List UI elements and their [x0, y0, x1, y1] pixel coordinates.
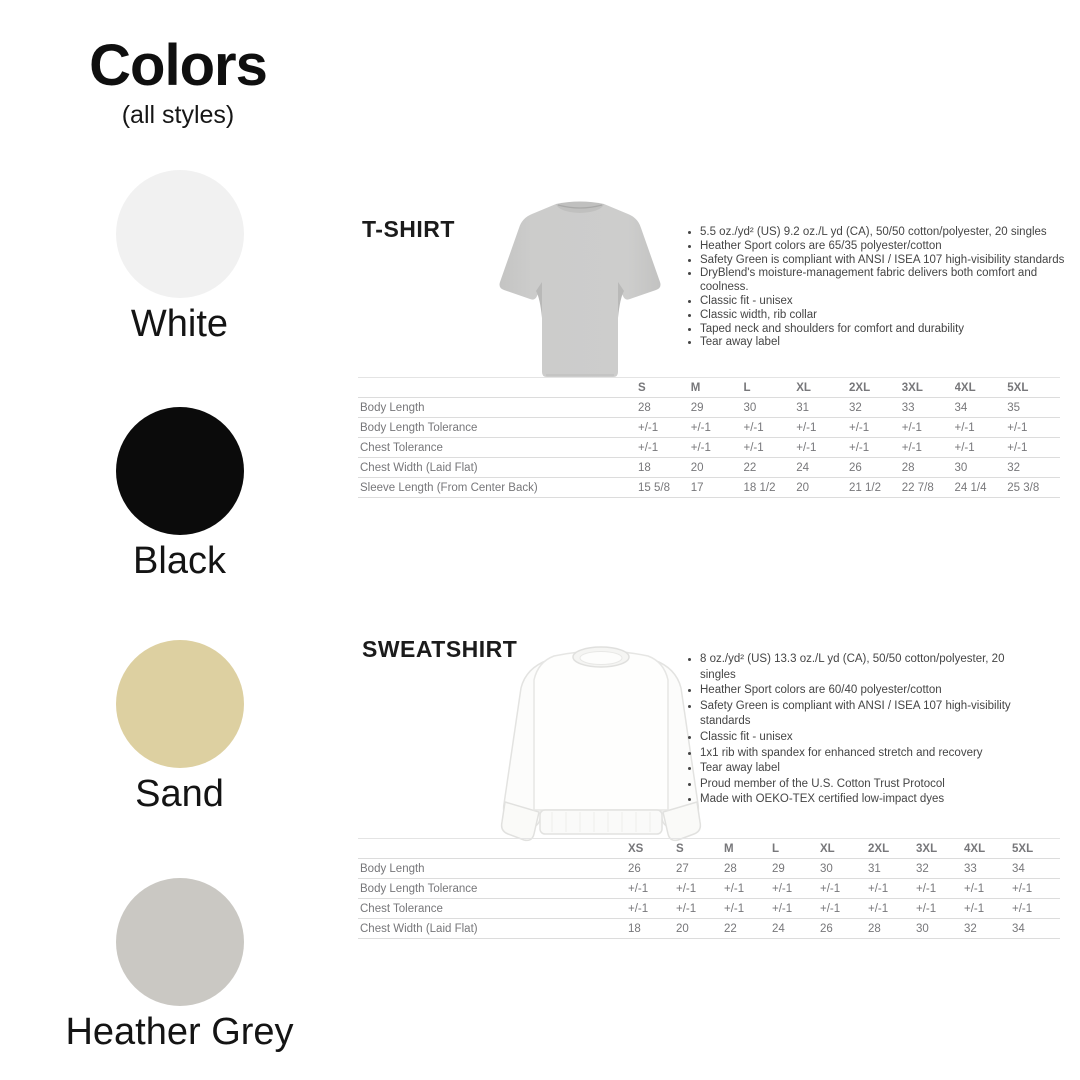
size-column-header: M — [724, 839, 772, 859]
tshirt-product-image — [496, 196, 664, 384]
color-swatch-group — [37, 878, 322, 1054]
measurement-label: Chest Tolerance — [358, 899, 628, 919]
color-swatch-group — [37, 640, 322, 816]
measurement-value: +/-1 — [916, 899, 964, 919]
color-swatch-circle — [116, 170, 244, 298]
page-title: Colors — [89, 33, 267, 98]
size-column-header: XL — [796, 378, 849, 398]
measurement-value: 28 — [868, 919, 916, 939]
measurement-value: 26 — [820, 919, 868, 939]
spec-bullet: • Heather Sport colors are 60/40 polyester/cotton — [700, 683, 1038, 699]
size-column-header: 3XL — [916, 839, 964, 859]
spec-bullet: • Made with OEKO-TEX certified low-impact dyes — [700, 792, 1038, 808]
measurement-value: 31 — [796, 398, 849, 418]
measurement-value: +/-1 — [744, 418, 797, 438]
measurement-value: 20 — [691, 458, 744, 478]
sweatshirt-section-heading: SWEATSHIRT — [362, 636, 518, 662]
table-row — [358, 859, 1060, 879]
size-column-header: 3XL — [902, 378, 955, 398]
measurement-value: +/-1 — [955, 418, 1008, 438]
measurement-value: +/-1 — [820, 879, 868, 899]
color-swatch-circle — [116, 640, 244, 768]
sweatshirt-size-table — [358, 838, 1060, 939]
measurement-value: 24 — [772, 919, 820, 939]
measurement-label: Chest Width (Laid Flat) — [358, 458, 638, 478]
measurement-value: 24 — [796, 458, 849, 478]
table-header-row — [358, 378, 1060, 398]
measurement-value: 24 1/4 — [955, 478, 1008, 498]
measurement-value: 31 — [868, 859, 916, 879]
color-swatch-group — [37, 407, 322, 583]
size-column-header: 2XL — [868, 839, 916, 859]
measurement-value: 33 — [964, 859, 1012, 879]
measurement-value: 27 — [676, 859, 724, 879]
measurement-value: +/-1 — [1007, 418, 1060, 438]
measurement-value: 21 1/2 — [849, 478, 902, 498]
measurement-value: +/-1 — [628, 899, 676, 919]
size-column-header: XS — [628, 839, 676, 859]
spec-bullet: • Safety Green is compliant with ANSI / ISEA 107 high-visibility standards — [700, 254, 1072, 268]
measurement-value: 22 — [744, 458, 797, 478]
measurement-value: 18 — [638, 458, 691, 478]
measurement-value: +/-1 — [724, 899, 772, 919]
table-row — [358, 919, 1060, 939]
measurement-label: Sleeve Length (From Center Back) — [358, 478, 638, 498]
measurement-value: +/-1 — [849, 438, 902, 458]
table-row — [358, 438, 1060, 458]
measurement-value: +/-1 — [676, 879, 724, 899]
table-header-row — [358, 839, 1060, 859]
measurement-value: +/-1 — [744, 438, 797, 458]
spec-bullet: • Tear away label — [700, 761, 1038, 777]
color-swatch-list — [37, 0, 322, 1080]
measurement-value: 22 — [724, 919, 772, 939]
size-column-header: S — [676, 839, 724, 859]
measurement-value: +/-1 — [796, 438, 849, 458]
measurement-value: +/-1 — [628, 879, 676, 899]
measurement-value: +/-1 — [638, 438, 691, 458]
spec-bullet: • DryBlend's moisture-management fabric delivers both comfort and coolness. — [700, 267, 1072, 295]
size-column-header: 5XL — [1007, 378, 1060, 398]
size-column-header: S — [638, 378, 691, 398]
measurement-value: 33 — [902, 398, 955, 418]
table-row — [358, 398, 1060, 418]
measurement-label: Body Length — [358, 859, 628, 879]
measurement-value: +/-1 — [1012, 879, 1060, 899]
spec-bullet: • Heather Sport colors are 65/35 polyester/cotton — [700, 240, 1072, 254]
size-column-header: XL — [820, 839, 868, 859]
measurement-value: +/-1 — [724, 879, 772, 899]
measurement-value: +/-1 — [1007, 438, 1060, 458]
measurement-value: 26 — [849, 458, 902, 478]
measurement-value: +/-1 — [691, 438, 744, 458]
spec-bullet: • 5.5 oz./yd² (US) 9.2 oz./L yd (CA), 50/50 cotton/polyester, 20 singles — [700, 226, 1072, 240]
measurement-value: +/-1 — [868, 899, 916, 919]
measurement-value: 18 — [628, 919, 676, 939]
measurement-label: Body Length Tolerance — [358, 418, 638, 438]
measurement-label: Chest Tolerance — [358, 438, 638, 458]
table-row — [358, 879, 1060, 899]
size-column-header: M — [691, 378, 744, 398]
measurement-value: 30 — [955, 458, 1008, 478]
measurement-value: 34 — [955, 398, 1008, 418]
measurement-value: 29 — [772, 859, 820, 879]
measurement-value: +/-1 — [868, 879, 916, 899]
size-column-header: 5XL — [1012, 839, 1060, 859]
table-row — [358, 899, 1060, 919]
measurement-value: 34 — [1012, 859, 1060, 879]
measurement-value: 20 — [676, 919, 724, 939]
measurement-value: 32 — [1007, 458, 1060, 478]
table-corner-cell — [358, 839, 628, 859]
spec-bullet: • Classic fit - unisex — [700, 730, 1038, 746]
measurement-value: +/-1 — [902, 418, 955, 438]
measurement-value: 15 5/8 — [638, 478, 691, 498]
measurement-value: 25 3/8 — [1007, 478, 1060, 498]
color-swatch-label: Black — [133, 540, 226, 582]
measurement-value: 28 — [902, 458, 955, 478]
measurement-value: 18 1/2 — [744, 478, 797, 498]
measurement-value: +/-1 — [964, 899, 1012, 919]
measurement-value: 29 — [691, 398, 744, 418]
size-column-header: 4XL — [955, 378, 1008, 398]
measurement-value: +/-1 — [691, 418, 744, 438]
table-corner-cell — [358, 378, 638, 398]
spec-bullet: • Taped neck and shoulders for comfort and durability — [700, 323, 1072, 337]
measurement-value: +/-1 — [638, 418, 691, 438]
measurement-label: Chest Width (Laid Flat) — [358, 919, 628, 939]
measurement-value: +/-1 — [676, 899, 724, 919]
table-row — [358, 478, 1060, 498]
measurement-value: 32 — [964, 919, 1012, 939]
measurement-value: 32 — [916, 859, 964, 879]
size-column-header: 2XL — [849, 378, 902, 398]
sweatshirt-spec-bullets — [700, 652, 1038, 808]
spec-bullet: • Safety Green is compliant with ANSI / ISEA 107 high-visibility standards — [700, 699, 1038, 730]
spec-bullet: • Classic width, rib collar — [700, 309, 1072, 323]
size-column-header: L — [744, 378, 797, 398]
measurement-label: Body Length Tolerance — [358, 879, 628, 899]
measurement-value: +/-1 — [1012, 899, 1060, 919]
measurement-value: +/-1 — [820, 899, 868, 919]
measurement-value: +/-1 — [964, 879, 1012, 899]
measurement-value: 30 — [820, 859, 868, 879]
table-row — [358, 458, 1060, 478]
measurement-value: +/-1 — [772, 899, 820, 919]
spec-bullet: • Classic fit - unisex — [700, 295, 1072, 309]
spec-bullet: • Tear away label — [700, 336, 1072, 350]
measurement-value: 22 7/8 — [902, 478, 955, 498]
color-swatch-label: Sand — [135, 773, 224, 815]
measurement-value: +/-1 — [849, 418, 902, 438]
spec-bullet: • 8 oz./yd² (US) 13.3 oz./L yd (CA), 50/50 cotton/polyester, 20 singles — [700, 652, 1038, 683]
size-column-header: 4XL — [964, 839, 1012, 859]
tshirt-size-table — [358, 377, 1060, 498]
measurement-value: 35 — [1007, 398, 1060, 418]
table-row — [358, 418, 1060, 438]
measurement-value: +/-1 — [955, 438, 1008, 458]
spec-bullet: • Proud member of the U.S. Cotton Trust Protocol — [700, 777, 1038, 793]
color-swatch-circle — [116, 407, 244, 535]
spec-bullet: • 1x1 rib with spandex for enhanced stretch and recovery — [700, 746, 1038, 762]
color-swatch-circle — [116, 878, 244, 1006]
measurement-value: 17 — [691, 478, 744, 498]
color-swatch-group — [37, 170, 322, 346]
measurement-value: 20 — [796, 478, 849, 498]
measurement-value: +/-1 — [772, 879, 820, 899]
color-swatch-label: White — [130, 303, 229, 345]
measurement-value: 34 — [1012, 919, 1060, 939]
color-swatch-label: Heather Grey — [65, 1011, 294, 1053]
measurement-value: +/-1 — [796, 418, 849, 438]
measurement-value: 30 — [916, 919, 964, 939]
measurement-label: Body Length — [358, 398, 638, 418]
measurement-value: 32 — [849, 398, 902, 418]
measurement-value: +/-1 — [916, 879, 964, 899]
tshirt-section-heading: T-SHIRT — [362, 216, 455, 242]
measurement-value: 28 — [638, 398, 691, 418]
page-subtitle: (all styles) — [121, 100, 235, 129]
measurement-value: 28 — [724, 859, 772, 879]
measurement-value: 30 — [744, 398, 797, 418]
measurement-value: +/-1 — [902, 438, 955, 458]
sweatshirt-product-image — [482, 636, 720, 862]
measurement-value: 26 — [628, 859, 676, 879]
tshirt-spec-bullets — [700, 226, 1072, 350]
size-column-header: L — [772, 839, 820, 859]
